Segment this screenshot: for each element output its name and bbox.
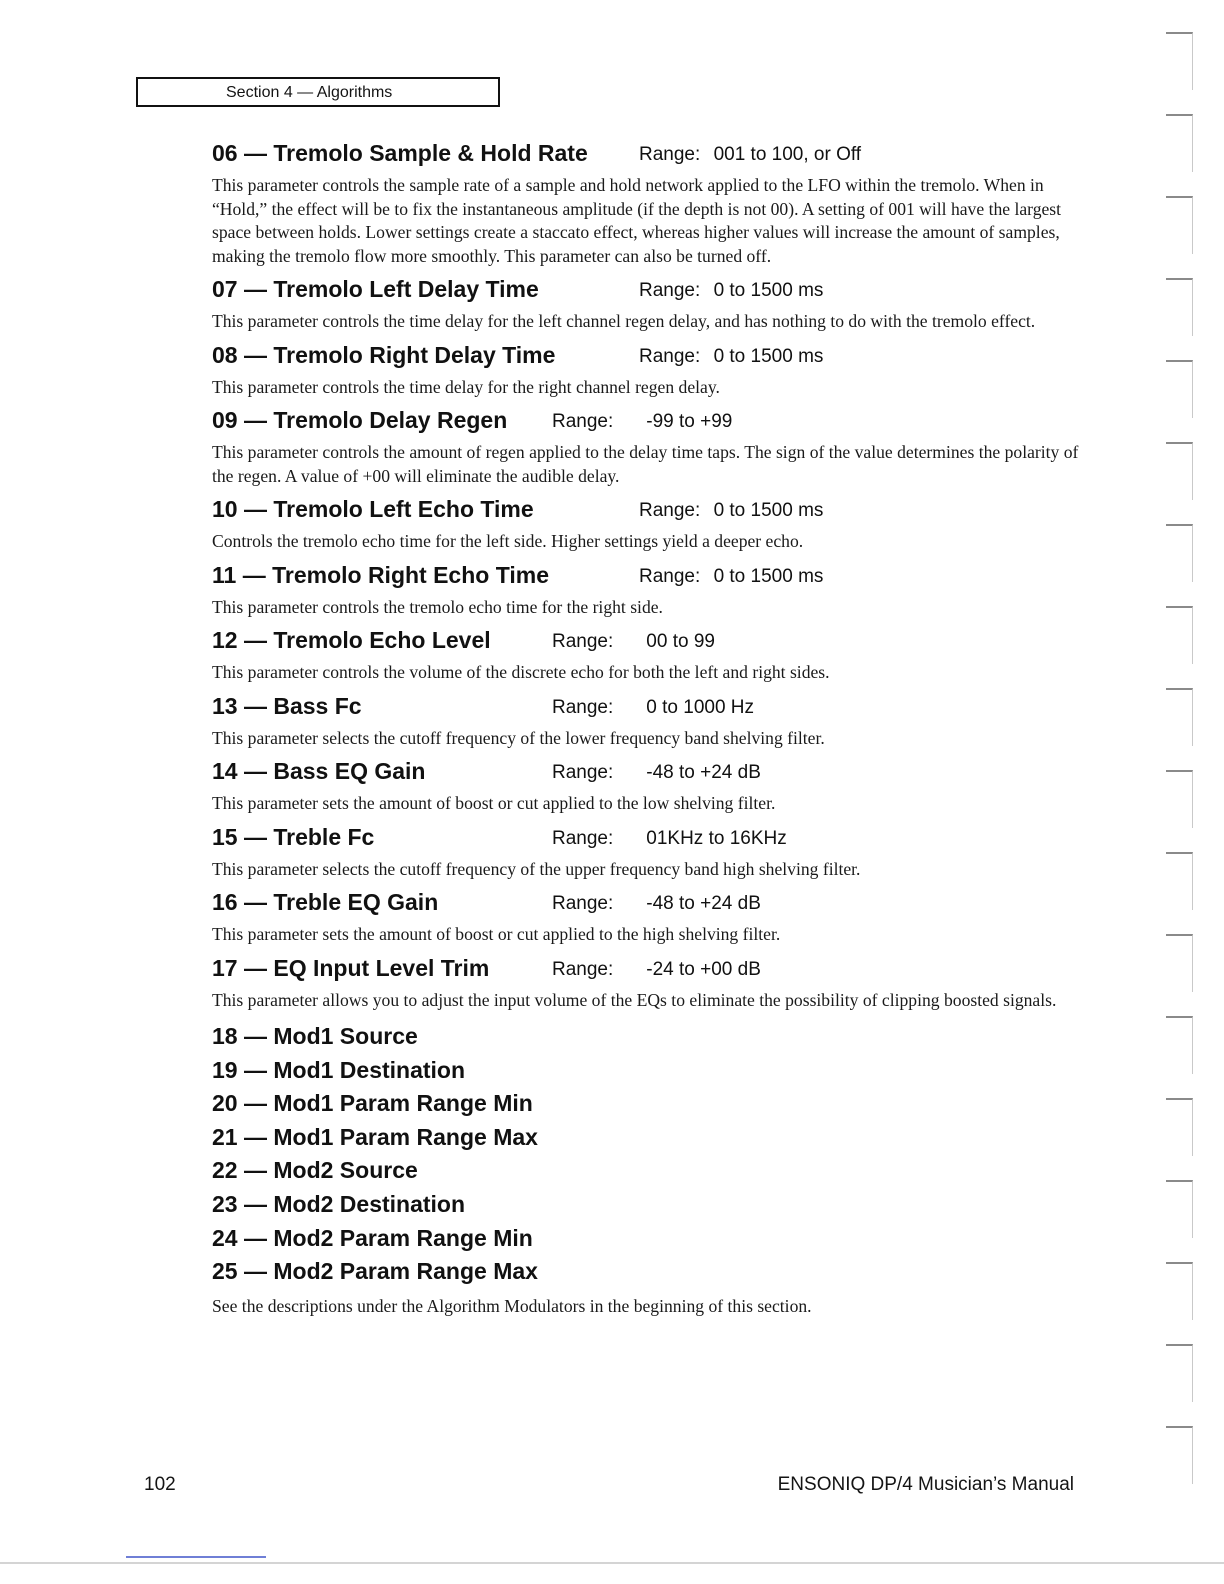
parameter-description: This parameter controls the volume of the discrete echo for both the left and right sides. [212, 662, 830, 682]
parameter-entry [212, 889, 1082, 947]
parameter-description: This parameter selects the cutoff frequency of the upper frequency band high shelving filter. [212, 858, 861, 879]
parameter-title: 08 — Tremolo Right Delay Time [212, 341, 556, 368]
parameter-range [552, 762, 761, 784]
range-value: -48 to +24 dB [646, 893, 761, 914]
parameter-range [639, 144, 861, 166]
range-label: Range: [552, 827, 614, 849]
range-label: Range: [552, 762, 614, 783]
binding-mark [1166, 934, 1193, 992]
range-value: 0 to 1500 ms [713, 500, 824, 521]
parameter-entry [212, 562, 1082, 620]
parameter-range [639, 500, 823, 522]
binding-mark [1166, 852, 1193, 910]
parameter-entry [212, 758, 1082, 816]
parameter-entry [212, 955, 1082, 1013]
parameter-title: 15 — Treble Fc [212, 823, 375, 850]
parameter-range [552, 828, 787, 850]
binding-mark [1166, 606, 1193, 664]
binding-mark [1166, 114, 1193, 172]
binding-mark [1166, 1344, 1193, 1402]
parameter-title: 07 — Tremolo Left Delay Time [212, 276, 539, 302]
bottom-divider [0, 1562, 1224, 1564]
range-label: Range: [639, 500, 701, 521]
range-label: Range: [552, 893, 614, 914]
range-label: Range: [552, 958, 614, 980]
binding-mark [1166, 1098, 1193, 1156]
parameter-entry [212, 824, 1082, 882]
parameter-description: This parameter allows you to adjust the input volume of the EQs to eliminate the possibility of clipping boosted signals. [212, 989, 1057, 1010]
binding-mark [1166, 770, 1193, 828]
parameter-range [639, 280, 823, 302]
modulator-parameter: 22 — Mod2 Source [212, 1157, 418, 1184]
parameter-entry [212, 693, 1082, 751]
parameter-title: 12 — Tremolo Echo Level [212, 627, 491, 653]
section-header [136, 77, 500, 107]
parameter-list [212, 140, 1082, 1318]
range-label: Range: [639, 565, 701, 587]
modulator-parameter: 20 — Mod1 Param Range Min [212, 1090, 533, 1117]
parameter-description: This parameter controls the tremolo echo time for the right side. [212, 596, 663, 617]
modulator-parameter: 19 — Mod1 Destination [212, 1056, 466, 1083]
range-value: 0 to 1500 ms [713, 280, 824, 301]
binding-edge [1156, 20, 1196, 1500]
parameter-entry [212, 140, 1082, 268]
binding-mark [1166, 278, 1193, 336]
modulators-note: See the descriptions under the Algorithm Modulators in the beginning of this section. [212, 1295, 812, 1316]
manual-title: ENSONIQ DP/4 Musician’s Manual [777, 1474, 1074, 1495]
modulator-parameter: 24 — Mod2 Param Range Min [212, 1224, 533, 1251]
binding-mark [1166, 360, 1193, 418]
range-value: -99 to +99 [646, 411, 733, 432]
parameter-title: 17 — EQ Input Level Trim [212, 954, 490, 981]
parameter-entry [212, 496, 1082, 554]
parameter-range [639, 346, 823, 368]
parameter-description: This parameter sets the amount of boost or cut applied to the low shelving filter. [212, 793, 776, 813]
modulator-parameter: 23 — Mod2 Destination [212, 1190, 466, 1217]
parameter-title: 13 — Bass Fc [212, 692, 362, 719]
parameter-entry [212, 407, 1082, 488]
parameter-entry [212, 276, 1082, 334]
modulator-list [212, 1020, 1082, 1289]
modulator-parameter: 18 — Mod1 Source [212, 1023, 418, 1049]
range-value: 0 to 1500 ms [713, 345, 824, 367]
parameter-range [552, 697, 754, 719]
section-label: Section 4 — Algorithms [226, 84, 393, 101]
modulator-parameter: 25 — Mod2 Param Range Max [212, 1258, 538, 1285]
range-label: Range: [639, 280, 701, 301]
range-value: -24 to +00 dB [646, 958, 761, 980]
binding-mark [1166, 196, 1193, 254]
parameter-title: 16 — Treble EQ Gain [212, 889, 439, 915]
parameter-range [552, 959, 761, 981]
parameter-description: This parameter controls the time delay for the left channel regen delay, and has nothing to do with the tremolo effect. [212, 311, 1036, 331]
modulator-parameter: 21 — Mod1 Param Range Max [212, 1123, 538, 1150]
range-value: 0 to 1500 ms [713, 565, 824, 587]
parameter-description: Controls the tremolo echo time for the left side. Higher settings yield a deeper echo. [212, 531, 804, 551]
range-value: 00 to 99 [646, 631, 715, 652]
binding-mark [1166, 1016, 1193, 1074]
parameter-title: 09 — Tremolo Delay Regen [212, 407, 508, 433]
range-label: Range: [639, 144, 701, 165]
binding-mark [1166, 524, 1193, 582]
range-value: 001 to 100, or Off [713, 144, 862, 165]
parameter-range [552, 893, 761, 915]
bottom-link-underline [126, 1556, 266, 1558]
parameter-description: This parameter selects the cutoff frequency of the lower frequency band shelving filter. [212, 727, 825, 748]
parameter-title: 10 — Tremolo Left Echo Time [212, 496, 534, 522]
parameter-title: 06 — Tremolo Sample & Hold Rate [212, 140, 588, 166]
binding-mark [1166, 32, 1193, 90]
range-label: Range: [552, 696, 614, 718]
parameter-description: This parameter controls the sample rate of a sample and hold network applied to the LFO within the tremolo. When in “Hold,” the effect will be to fix the instantaneous amplitude (if the depth is not 00). A setting of 001 will have the largest space between holds. Lower settings create a staccato effect, whereas higher values will increase the amount of samples, making the tremolo flow more smoothly. This parameter can also be turned off. [212, 175, 1062, 266]
parameter-range [552, 411, 732, 433]
range-label: Range: [552, 411, 614, 432]
binding-mark [1166, 1426, 1193, 1484]
parameter-description: This parameter controls the time delay for the right channel regen delay. [212, 376, 720, 397]
parameter-title: 14 — Bass EQ Gain [212, 758, 426, 784]
parameter-title: 11 — Tremolo Right Echo Time [212, 561, 549, 588]
page-number: 102 [144, 1474, 176, 1495]
binding-mark [1166, 442, 1193, 500]
range-label: Range: [552, 631, 614, 652]
parameter-range [552, 631, 715, 653]
parameter-entry [212, 342, 1082, 400]
parameter-description: This parameter sets the amount of boost or cut applied to the high shelving filter. [212, 924, 781, 944]
binding-mark [1166, 688, 1193, 746]
parameter-range [639, 566, 823, 588]
parameter-entry [212, 627, 1082, 685]
range-value: 0 to 1000 Hz [646, 696, 755, 718]
binding-mark [1166, 1180, 1193, 1238]
binding-mark [1166, 1262, 1193, 1320]
range-value: -48 to +24 dB [646, 762, 761, 783]
parameter-description: This parameter controls the amount of regen applied to the delay time taps. The sign of the value determines the polarity of the regen. A value of +00 will eliminate the audible delay. [212, 442, 1079, 486]
range-value: 01KHz to 16KHz [646, 827, 787, 849]
range-label: Range: [639, 345, 701, 367]
